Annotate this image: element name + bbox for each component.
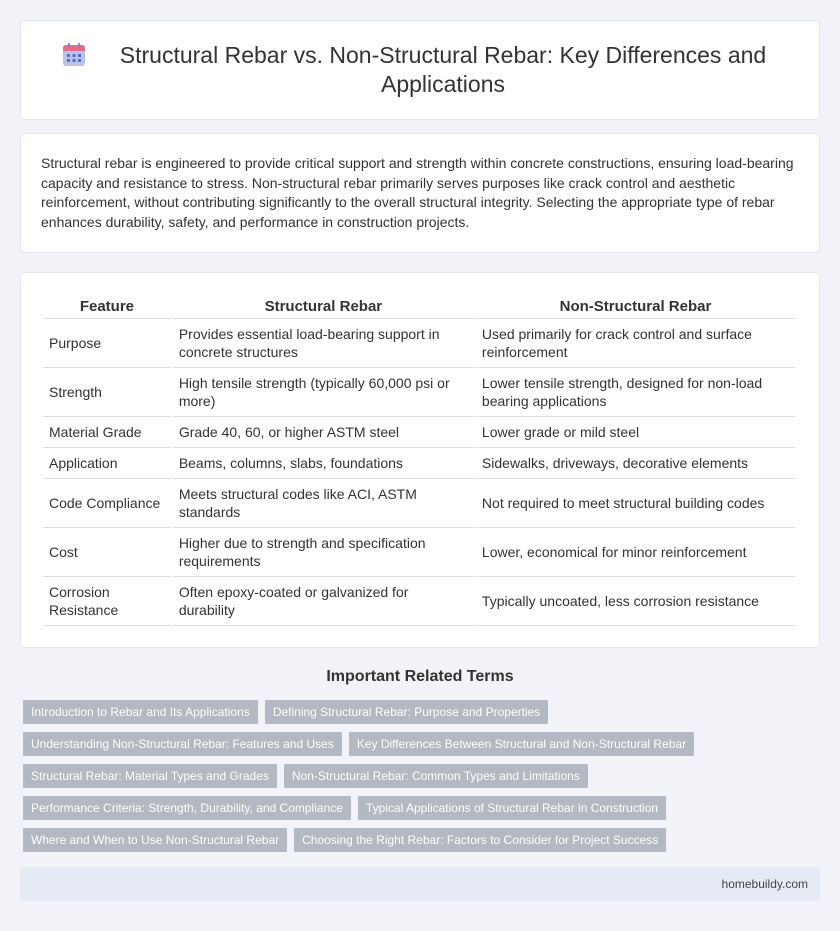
- non-structural-cell: Lower grade or mild steel: [476, 417, 795, 448]
- related-term-link[interactable]: Defining Structural Rebar: Purpose and Properties: [265, 700, 548, 724]
- feature-cell: Strength: [43, 368, 171, 417]
- header-non-structural: Non-Structural Rebar: [476, 295, 795, 319]
- related-term-link[interactable]: Non-Structural Rebar: Common Types and Limitations: [284, 764, 588, 788]
- structural-cell: Meets structural codes like ACI, ASTM standards: [173, 479, 474, 528]
- title-card: [20, 20, 820, 120]
- non-structural-cell: Typically uncoated, less corrosion resistance: [476, 577, 795, 626]
- related-term-link[interactable]: Performance Criteria: Strength, Durability, and Compliance: [23, 796, 351, 820]
- related-terms-heading: Important Related Terms: [326, 668, 514, 685]
- related-term-link[interactable]: Structural Rebar: Material Types and Grades: [23, 764, 277, 788]
- table-row: [43, 479, 795, 528]
- table-row: [43, 528, 795, 577]
- feature-cell: Application: [43, 448, 171, 479]
- structural-cell: Grade 40, 60, or higher ASTM steel: [173, 417, 474, 448]
- comparison-card: [20, 272, 820, 648]
- non-structural-cell: Lower, economical for minor reinforcement: [476, 528, 795, 577]
- structural-cell: Often epoxy-coated or galvanized for durability: [173, 577, 474, 626]
- tag-row: [23, 764, 823, 788]
- page-title: Structural Rebar vs. Non-Structural Rebar: Key Differences and Applications: [119, 42, 767, 97]
- header-feature: Feature: [43, 295, 171, 319]
- comparison-table: [41, 295, 797, 626]
- feature-cell: Code Compliance: [43, 479, 171, 528]
- structural-cell: Beams, columns, slabs, foundations: [173, 448, 474, 479]
- feature-cell: Cost: [43, 528, 171, 577]
- related-term-link[interactable]: Introduction to Rebar and Its Applications: [23, 700, 258, 724]
- tag-row: [23, 828, 823, 852]
- tag-row: [23, 732, 823, 756]
- calendar-grid-icon: [61, 42, 87, 68]
- intro-card: [20, 133, 820, 253]
- table-row: [43, 319, 795, 368]
- related-term-link[interactable]: Choosing the Right Rebar: Factors to Consider for Project Success: [294, 828, 666, 852]
- intro-paragraph: Structural rebar is engineered to provide critical support and strength within concrete constructions, ensuring load-bearing capacity and resistance to stress. Non-structural rebar primarily serves purposes like crack control and aesthetic reinforcement, without contributing significantly to the overall structural integrity. Selecting the appropriate type of rebar enhances durability, safety, and performance in construction projects.: [41, 155, 794, 230]
- non-structural-cell: Sidewalks, driveways, decorative elements: [476, 448, 795, 479]
- table-row: [43, 577, 795, 626]
- header-structural: Structural Rebar: [173, 295, 474, 319]
- tag-row: [23, 700, 823, 724]
- site-name[interactable]: homebuildy.com: [721, 877, 808, 891]
- table-row: [43, 368, 795, 417]
- structural-cell: High tensile strength (typically 60,000 psi or more): [173, 368, 474, 417]
- related-terms-list: [23, 700, 823, 860]
- structural-cell: Higher due to strength and specification requirements: [173, 528, 474, 577]
- table-header-row: [43, 295, 795, 319]
- non-structural-cell: Used primarily for crack control and surface reinforcement: [476, 319, 795, 368]
- non-structural-cell: Not required to meet structural building codes: [476, 479, 795, 528]
- non-structural-cell: Lower tensile strength, designed for non-load bearing applications: [476, 368, 795, 417]
- feature-cell: Material Grade: [43, 417, 171, 448]
- footer: [20, 867, 820, 901]
- table-row: [43, 417, 795, 448]
- related-term-link[interactable]: Where and When to Use Non-Structural Rebar: [23, 828, 287, 852]
- feature-cell: Corrosion Resistance: [43, 577, 171, 626]
- related-term-link[interactable]: Typical Applications of Structural Rebar in Construction: [358, 796, 666, 820]
- related-term-link[interactable]: Key Differences Between Structural and Non-Structural Rebar: [349, 732, 694, 756]
- related-term-link[interactable]: Understanding Non-Structural Rebar: Features and Uses: [23, 732, 342, 756]
- structural-cell: Provides essential load-bearing support in concrete structures: [173, 319, 474, 368]
- tag-row: [23, 796, 823, 820]
- feature-cell: Purpose: [43, 319, 171, 368]
- table-row: [43, 448, 795, 479]
